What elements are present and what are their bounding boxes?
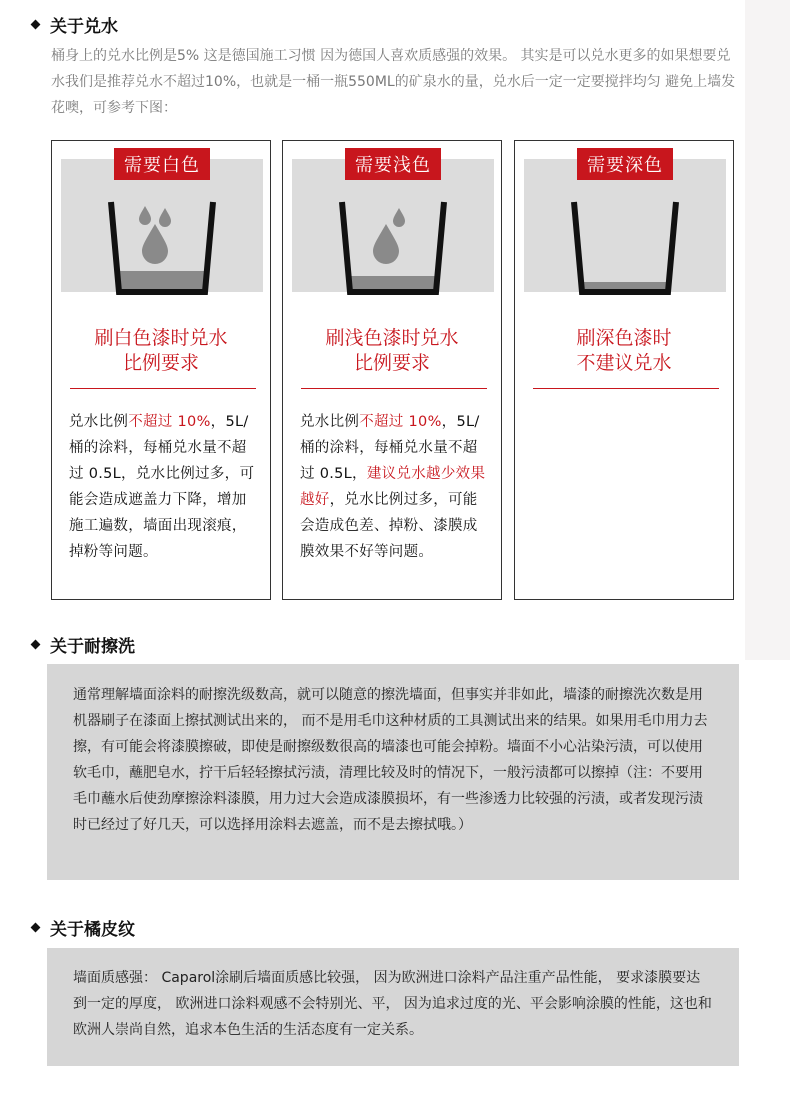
section-title-scrub — [32, 632, 135, 657]
card-tag: 需要浅色 — [345, 148, 441, 180]
water-drop-icon — [373, 208, 405, 264]
scrub-panel — [47, 664, 739, 880]
water-drop-icon — [139, 206, 171, 264]
highlight-text: 建议兑水越少效果越好 — [300, 466, 486, 508]
cup-with-drops-icon — [105, 196, 219, 296]
card-subtitle-line2: 比例要求 — [353, 352, 430, 374]
diamond-bullet-icon — [31, 923, 41, 933]
right-edge-strip — [745, 0, 790, 660]
diamond-bullet-icon — [31, 20, 41, 30]
orange-peel-panel — [47, 948, 739, 1066]
highlight-text: 不超过 10% — [128, 414, 211, 430]
card-subtitle-line1: 刷白色漆时兑水 — [94, 327, 228, 349]
divider — [70, 388, 256, 389]
card-white — [51, 140, 271, 600]
card-dark — [514, 140, 734, 600]
card-subtitle-line1: 刷深色漆时 — [576, 327, 672, 349]
card-subtitle-line2: 不建议兑水 — [576, 352, 672, 374]
card-subtitle-line2: 比例要求 — [122, 352, 199, 374]
section-title-text: 关于兑水 — [50, 17, 118, 37]
orange-peel-body: 墙面质感强： Caparol涂刷后墙面质感比较强， 因为欧洲进口涂料产品注重产品性能， 要求漆膜要达到一定的厚度， 欧洲进口涂料观感不会特别光、平， 因为追求过度的光、平会影响涂膜的性能，这也和欧洲人崇尚自然，追求本色生活的生活态度有一定关系。 — [73, 970, 712, 1038]
cup-with-drops-icon — [336, 196, 450, 296]
highlight-text: 不超过 10% — [359, 414, 442, 430]
divider — [301, 388, 487, 389]
card-description: 兑水比例不超过 10%，5L/桶的涂料，每桶兑水量不超过 0.5L，建议兑水越少效果越好，兑水比例过多，可能会造成色差、掉粉、漆膜成膜效果不好等问题。 — [300, 414, 486, 560]
section-title-orange-peel — [32, 915, 135, 940]
card-description: 兑水比例不超过 10%，5L/桶的涂料，每桶兑水量不超过 0.5L，兑水比例过多，可能会造成遮盖力下降，增加施工遍数，墙面出现滚痕，掉粉等问题。 — [69, 414, 255, 560]
card-subtitle — [283, 326, 501, 376]
section-title-dilution — [32, 12, 118, 37]
divider — [533, 388, 719, 389]
dilution-intro: 桶身上的兑水比例是5% 这是德国施工习惯 因为德国人喜欢质感强的效果。 其实是可以兑水更多的如果想要兑水我们是推荐兑水不超过10%，也就是一桶一瓶550ML的矿泉水的量，兑水后一定一定要搅拌均匀 避免上墙发花噢，可参考下图： — [51, 48, 736, 116]
card-subtitle — [515, 326, 733, 376]
scrub-body: 通常理解墙面涂料的耐擦洗级数高，就可以随意的擦洗墙面，但事实并非如此，墙漆的耐擦洗次数是用机器刷子在漆面上擦拭测试出来的， 而不是用毛巾这种材质的工具测试出来的结果。如果用毛巾用力去擦，有可能会将漆膜擦破，即使是耐擦级数很高的墙漆也可能会掉粉。墙面不小心沾染污渍，可以使用软毛巾，蘸肥皂水，拧干后轻轻擦拭污渍，清理比较及时的情况下，一般污渍都可以擦掉（注：不要用毛巾蘸水后使劲摩擦涂料漆膜，用力过大会造成漆膜损坏，有一些渗透力比较强的污渍，或者发现污渍时已经过了好几天，可以选择用涂料去遮盖，而不是去擦拭哦。） — [73, 687, 708, 833]
card-subtitle-line1: 刷浅色漆时兑水 — [325, 327, 459, 349]
card-subtitle — [52, 326, 270, 376]
diamond-bullet-icon — [31, 640, 41, 650]
cup-icon — [568, 196, 682, 296]
section-title-text: 关于橘皮纹 — [50, 920, 135, 940]
card-tag: 需要深色 — [577, 148, 673, 180]
card-tag: 需要白色 — [114, 148, 210, 180]
card-light — [282, 140, 502, 600]
section-title-text: 关于耐擦洗 — [50, 637, 135, 657]
